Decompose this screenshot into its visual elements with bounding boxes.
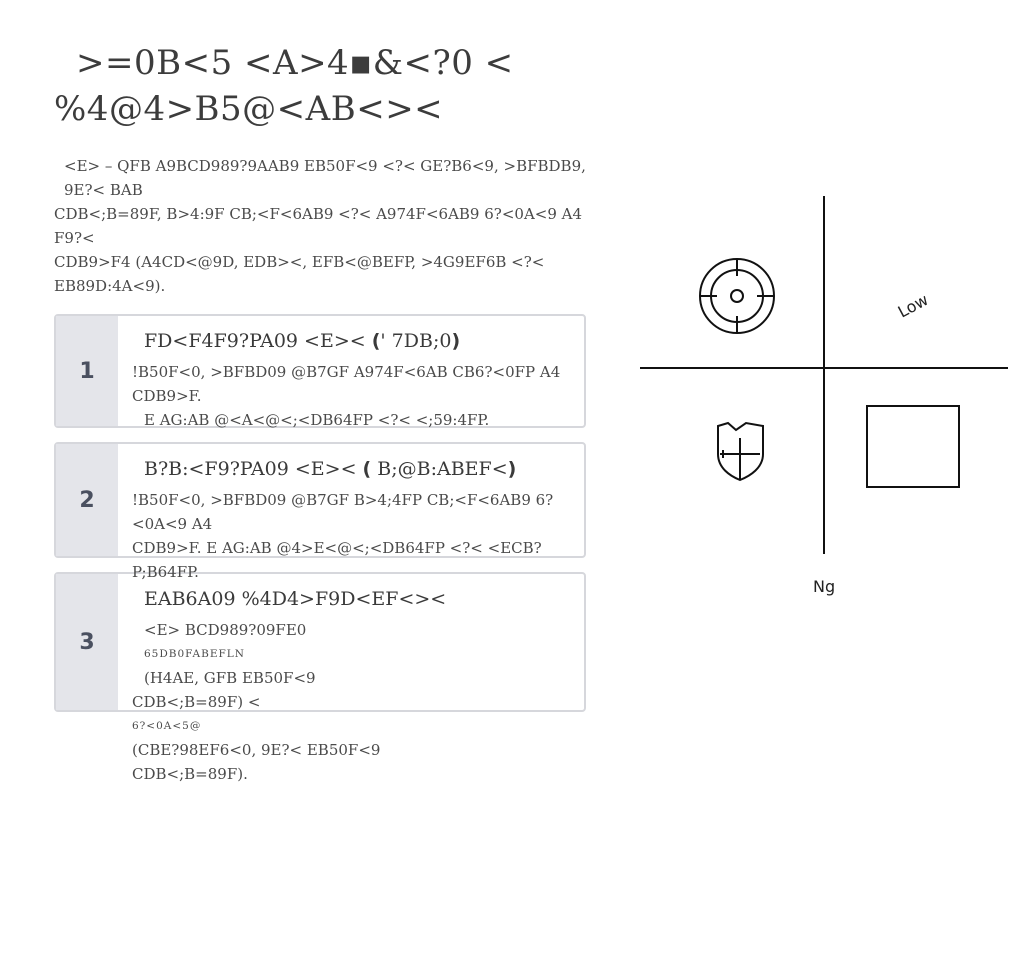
card-desc-line-3: CDB<;B=89F).	[132, 765, 248, 783]
card-description	[132, 360, 568, 432]
card-1	[54, 314, 586, 428]
card-title-text: B?B:<F9?PA09 <E><	[144, 458, 357, 480]
card-number: 1	[56, 316, 118, 426]
title-line-2: %4@4>B5@<AB<><	[54, 89, 444, 129]
card-desc-part: CDB<;B=89F) <	[132, 693, 261, 711]
card-title	[144, 326, 568, 356]
label-bottom: Ng	[813, 577, 836, 596]
card-desc-part: <E> BCD989?09FE0	[144, 621, 307, 639]
card-2	[54, 442, 586, 581]
shield-icon	[718, 423, 763, 480]
intro-line-1: <E> – QFB A9BCD989?9AAB9 EB50F<9 <?< GE?B6<9, >BFBDB9, 9E?< BAB	[64, 157, 586, 199]
card-desc-part: (CBE?98EF6<0, 9E?< EB50F<9	[132, 741, 381, 759]
card-desc-part: (H4AE, GFB EB50F<9	[144, 669, 316, 687]
page-title	[54, 40, 586, 132]
card-title-paren-close: )	[507, 458, 517, 480]
cards-list	[54, 314, 586, 783]
card-title-term: ' 7DB;0	[380, 330, 452, 352]
content-column	[54, 40, 586, 783]
card-3	[54, 572, 586, 783]
card-body	[118, 316, 584, 429]
title-line-1: >=0B<5 <A>4▪&<?0 <	[76, 43, 514, 83]
quadrant-diagram-svg	[620, 30, 1015, 630]
card-body	[118, 444, 584, 581]
intro-line-3: CDB9>F4 (A4CD<@9D, EDB><, EFB<@BEFP, >4G9EF6B <?< EB89D:4A<9).	[54, 253, 545, 295]
card-description	[132, 488, 568, 584]
card-title	[144, 584, 568, 614]
card-number: 3	[56, 574, 118, 710]
card-description	[132, 618, 568, 786]
intro-line-2: CDB<;B=89F, B>4:9F CB;<F<6AB9 <?< A974F<6AB9 6?<0A<9 A4 F9?<	[54, 205, 583, 247]
card-title-text: FD<F4F9?PA09 <E><	[144, 330, 366, 352]
card-desc-line-1	[132, 618, 568, 690]
card-desc-smallcaps: 6?<0A<5@	[132, 720, 202, 732]
intro-paragraph	[54, 154, 586, 298]
card-body	[118, 574, 584, 783]
card-title	[144, 454, 568, 484]
quadrant-diagram	[620, 30, 1015, 630]
card-desc-line-2: E AG:AB @<A<@<;<DB64FP <?< <;59:4FP.	[144, 411, 490, 429]
target-icon	[700, 259, 774, 333]
card-desc-line-1: !B50F<0, >BFBD09 @B7GF A974F<6AB CB6?<0FP A4 CDB9>F.	[132, 363, 561, 405]
square-shape	[867, 406, 959, 487]
card-title-paren-open: (	[371, 330, 381, 352]
card-desc-smallcaps: 65DB0FABEFLN	[144, 648, 245, 660]
card-desc-line-2: CDB9>F. E AG:AB @4>E<@<;<DB64FP <?< <ECB?P;B64FP.	[132, 539, 542, 581]
card-title-paren-close: )	[451, 330, 461, 352]
card-title-term: B;@B:ABEF<	[371, 458, 508, 480]
card-title-text: EAB6A09 %4D4>F9D<EF<><	[144, 588, 447, 610]
card-title-paren-open: (	[362, 458, 372, 480]
label-top-right: Low	[894, 290, 932, 322]
card-desc-line-2	[132, 690, 568, 762]
card-desc-line-1: !B50F<0, >BFBD09 @B7GF B>4;4FP CB;<F<6AB9 6?<0A<9 A4	[132, 491, 554, 533]
card-number: 2	[56, 444, 118, 556]
